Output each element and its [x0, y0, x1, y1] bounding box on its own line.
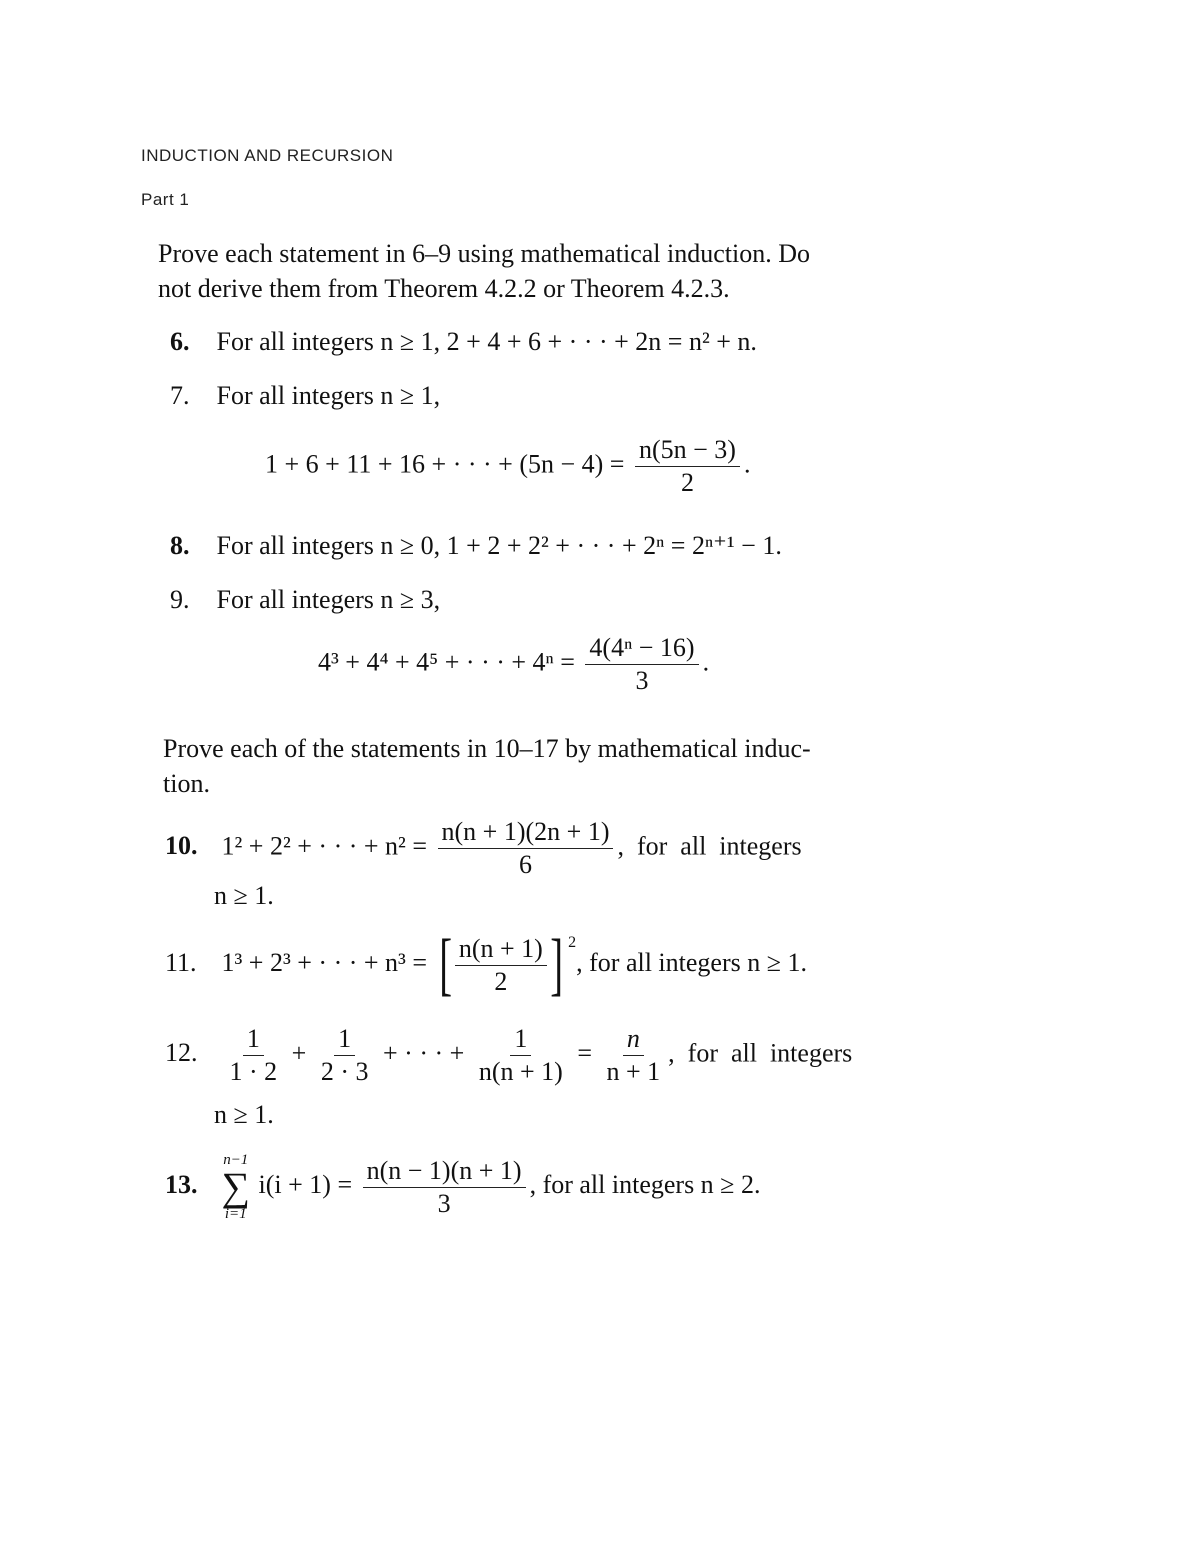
problem-number: 9.: [170, 585, 190, 614]
problem-number: 13.: [165, 1169, 198, 1199]
fraction: [438, 818, 614, 879]
equation-lhs: 4³ + 4⁴ + 4⁵ + · · · + 4ⁿ =: [318, 647, 575, 677]
equation-rhs: , for all integers n ≥ 2.: [529, 1169, 761, 1199]
problem-6: [170, 327, 757, 357]
sigma-symbol: ∑: [221, 1164, 251, 1209]
intro-instructions-2: [163, 731, 811, 801]
denominator: n + 1: [606, 1057, 661, 1086]
numerator: 1: [510, 1025, 531, 1056]
problem-12: [165, 1025, 852, 1086]
equation-rhs: , for all integers n ≥ 1.: [576, 947, 808, 977]
fraction: [602, 1025, 664, 1086]
denominator: 2 · 3: [320, 1057, 369, 1086]
problem-number: 6.: [170, 327, 190, 356]
equation-end: .: [743, 449, 751, 479]
numerator: n: [623, 1025, 644, 1056]
denominator: 2: [680, 468, 694, 497]
numerator: 4(4ⁿ − 16): [585, 634, 698, 665]
equation-rhs: , for all integers: [668, 1038, 853, 1068]
summation-lower-limit: i=1: [224, 1206, 247, 1222]
intro-line: not derive them from Theorem 4.2.2 or Theorem 4.2.3.: [158, 274, 730, 303]
equation-end: .: [702, 647, 710, 677]
problem-13: [165, 1152, 760, 1222]
fraction: [585, 634, 698, 695]
problem-7-equation: [265, 436, 750, 497]
plus-sign: +: [291, 1038, 307, 1068]
numerator: n(n − 1)(n + 1): [363, 1157, 526, 1188]
problem-number: 7.: [170, 381, 190, 410]
equation-rhs: , for all integers: [617, 831, 802, 861]
part-label: Part 1: [141, 190, 190, 209]
fraction: [455, 935, 547, 996]
equation-lhs: i(i + 1) =: [258, 1169, 353, 1199]
numerator: n(n + 1): [455, 935, 547, 966]
denominator: n(n + 1): [478, 1057, 563, 1086]
denominator: 6: [519, 850, 532, 879]
problem-9: [170, 585, 440, 615]
problem-10: [165, 818, 802, 879]
document-title: INDUCTION AND RECURSION: [141, 146, 394, 165]
equation-lhs: 1² + 2² + · · · + n² =: [221, 831, 428, 861]
exponent: 2: [568, 934, 577, 952]
problem-statement: For all integers n ≥ 1,: [216, 381, 441, 410]
right-bracket: ]: [550, 926, 563, 1003]
summation-upper-limit: n−1: [223, 1152, 249, 1168]
summation: [222, 1152, 251, 1222]
fraction: [635, 436, 740, 497]
denominator: 1 · 2: [229, 1057, 278, 1086]
numerator: 1: [243, 1025, 264, 1056]
problem-7: [170, 381, 440, 411]
problem-9-equation: [318, 634, 709, 695]
problem-number: 11.: [165, 947, 197, 977]
ellipsis-sum: + · · · +: [383, 1038, 465, 1068]
denominator: 3: [437, 1188, 451, 1218]
problem-number: 8.: [170, 531, 190, 560]
equation-lhs: 1³ + 2³ + · · · + n³ =: [221, 947, 428, 977]
denominator: 2: [494, 966, 508, 996]
left-bracket: [: [438, 926, 452, 1003]
equals-sign: =: [577, 1038, 592, 1068]
intro-line: tion.: [163, 769, 210, 798]
problem-statement: For all integers n ≥ 0, 1 + 2 + 2² + · · · + 2ⁿ = 2ⁿ⁺¹ − 1.: [216, 531, 782, 560]
numerator: n(n + 1)(2n + 1): [438, 818, 614, 849]
problem-12-continuation: n ≥ 1.: [214, 1100, 274, 1129]
equation-lhs: 1 + 6 + 11 + 16 + · · · + (5n − 4) =: [265, 449, 625, 479]
problem-statement: For all integers n ≥ 3,: [216, 585, 441, 614]
problem-number: 10.: [165, 831, 198, 861]
problem-number: 12.: [165, 1038, 198, 1068]
numerator: n(5n − 3): [635, 436, 740, 467]
problem-8: [170, 531, 782, 561]
fraction: [363, 1157, 526, 1218]
fraction: [226, 1025, 282, 1086]
problem-11: [165, 926, 808, 1003]
intro-instructions-1: [158, 236, 810, 306]
denominator: 3: [635, 666, 649, 695]
fraction: [317, 1025, 373, 1086]
fraction: [475, 1025, 567, 1086]
numerator: 1: [334, 1025, 355, 1056]
intro-line: Prove each statement in 6–9 using mathematical induction. Do: [158, 239, 811, 268]
problem-10-continuation: n ≥ 1.: [214, 881, 274, 910]
problem-statement: For all integers n ≥ 1, 2 + 4 + 6 + · · · + 2n = n² + n.: [216, 327, 757, 356]
intro-line: Prove each of the statements in 10–17 by mathematical induc-: [163, 734, 811, 763]
